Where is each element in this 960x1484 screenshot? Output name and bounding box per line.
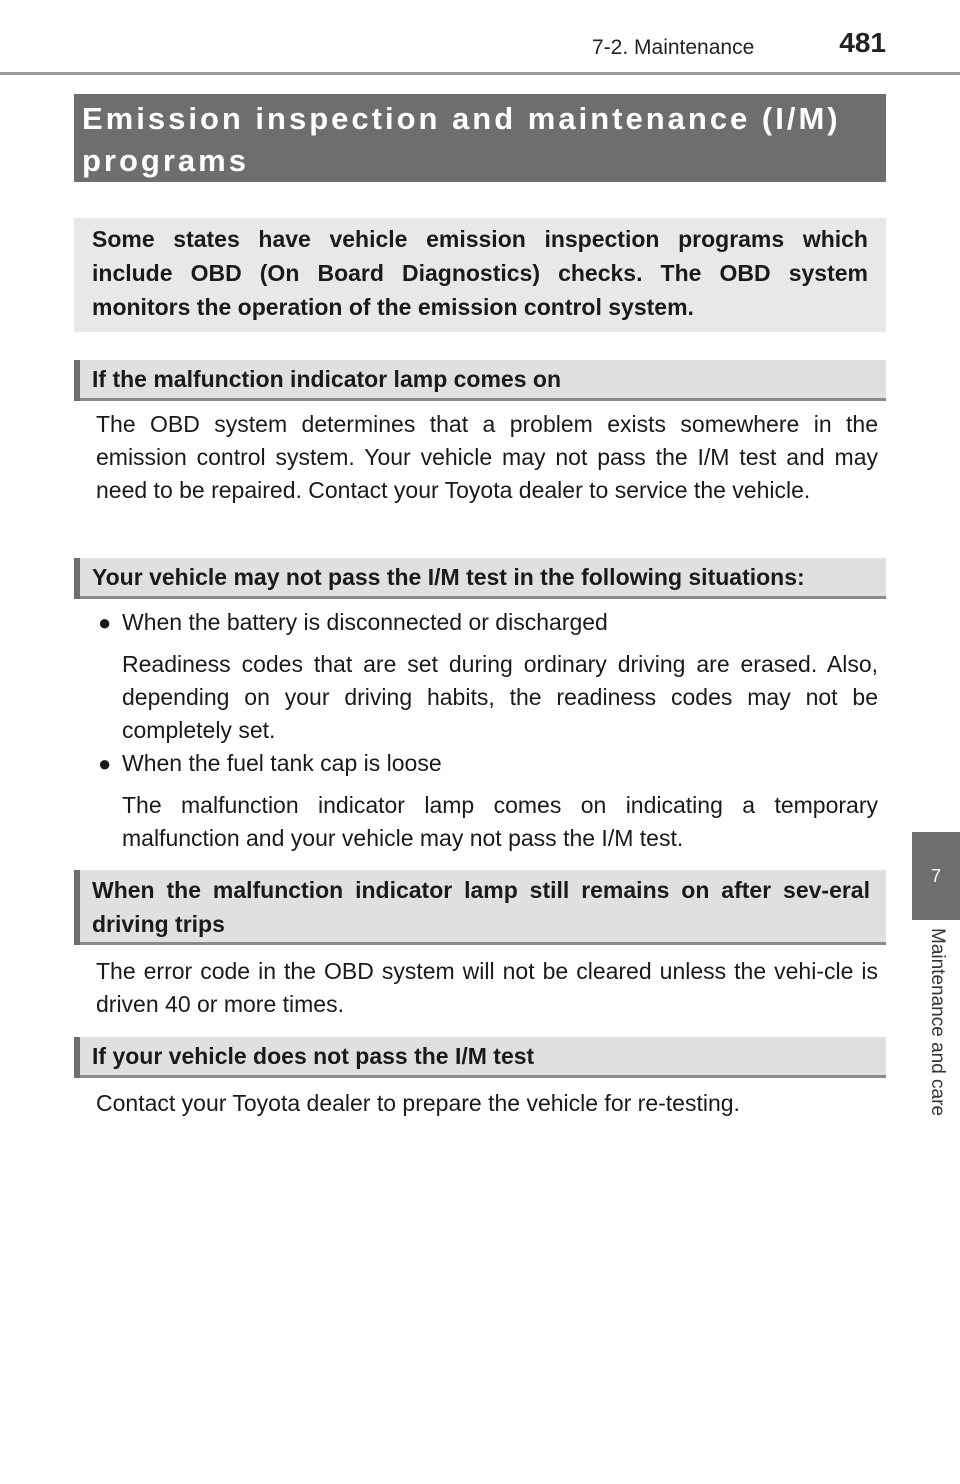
subheading: Your vehicle may not pass the I/M test in the following situations:: [92, 564, 805, 590]
paragraph: The OBD system determines that a problem exists somewhere in the emission control system. Your vehicle may not pass the I/M test and may need to be repaired. Contact your Toyota dealer to service the vehicle.: [96, 411, 878, 503]
bullet-title: When the battery is disconnected or discharged: [122, 609, 608, 635]
section-label: 7-2. Maintenance: [592, 36, 755, 59]
intro-text: Some states have vehicle emission inspection programs which include OBD (On Board Diagnostics) checks. The OBD system monitors the operation of the emission control system.: [92, 226, 868, 320]
chapter-title: Maintenance and care: [927, 928, 948, 1117]
header-divider: [0, 72, 960, 75]
subheading: When the malfunction indicator lamp still remains on after sev-eral driving trips: [92, 877, 870, 937]
subheading: If the malfunction indicator lamp comes on: [92, 366, 561, 392]
paragraph: Contact your Toyota dealer to prepare the vehicle for re-testing.: [96, 1090, 740, 1116]
bullet-detail: Readiness codes that are set during ordinary driving are erased. Also, depending on your driving habits, the readiness codes may not be completely set.: [122, 651, 878, 743]
subheading: If your vehicle does not pass the I/M test: [92, 1043, 535, 1069]
paragraph: The error code in the OBD system will not be cleared unless the vehi-cle is driven 40 or more times.: [96, 958, 878, 1017]
bullet-detail: The malfunction indicator lamp comes on indicating a temporary malfunction and your vehicle may not pass the I/M test.: [122, 792, 878, 851]
page-number: 481: [839, 27, 886, 58]
chapter-number: 7: [912, 832, 960, 920]
chapter-title-container: [912, 928, 960, 1152]
page-title: Emission inspection and maintenance (I/M) programs: [82, 101, 841, 178]
bullet-icon: ●: [98, 610, 112, 635]
bullet-icon: ●: [98, 751, 112, 776]
bullet-title: When the fuel tank cap is loose: [122, 750, 442, 776]
